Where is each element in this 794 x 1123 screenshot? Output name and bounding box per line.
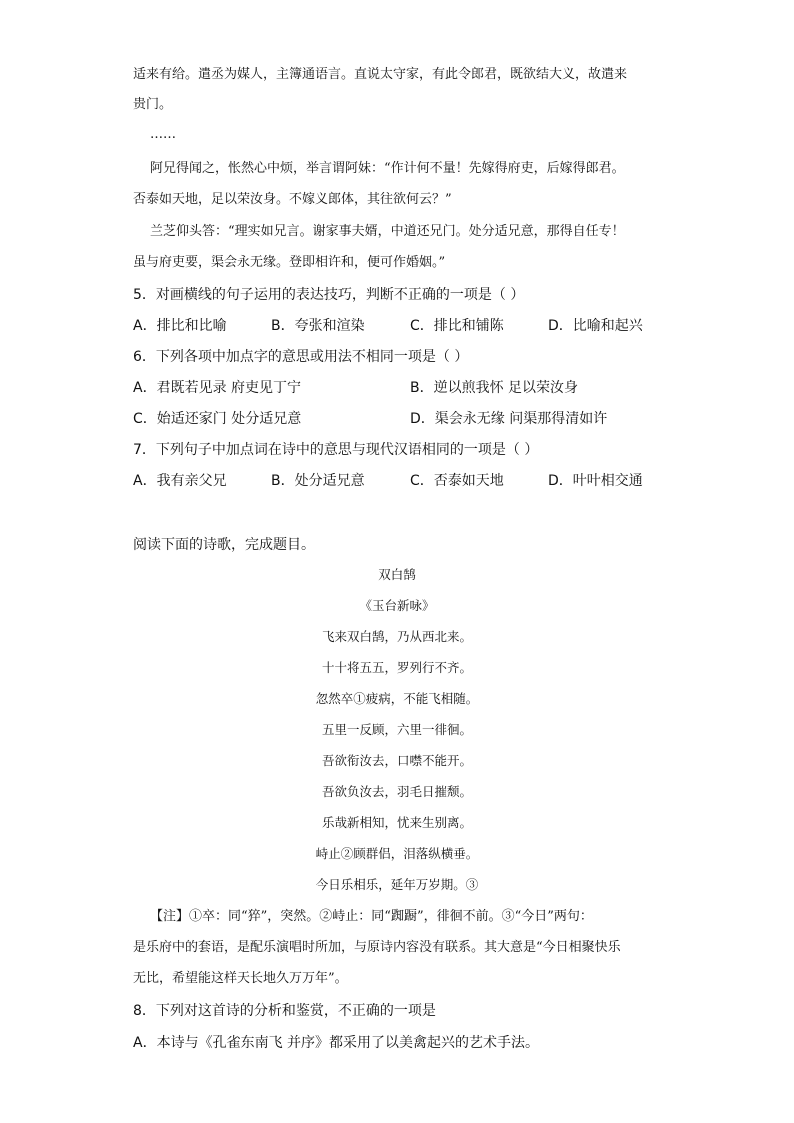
passage-line-2: 贵门。 xyxy=(133,97,173,112)
question-7-option-a: A．我有亲父兄 xyxy=(133,473,227,489)
poem-line: 乐哉新相知，忧来生别离。 xyxy=(321,815,472,830)
question-7-option-c: C．否泰如天地 xyxy=(410,473,504,489)
question-6-stem: 6．下列各项中加点字的意思或用法不相同一项是（ ） xyxy=(133,349,469,365)
question-6-option-d: D．渠会永无缘 问渠那得清如许 xyxy=(410,411,608,427)
poem-title: 双白鹄 xyxy=(378,567,416,582)
passage-line-4: 否泰如天地，足以荣汝身。不嫁义郎体，其往欲何云？” xyxy=(133,192,452,207)
passage-line-1: 适来有给。遣丞为媒人，主簿通语言。直说太守家，有此令郎君，既欲结大义，故遣来 xyxy=(133,67,628,82)
poem-source: 《玉台新咏》 xyxy=(359,598,435,613)
poem-line: 吾欲衔汝去，口噤不能开。 xyxy=(321,753,472,768)
question-6-option-a: A．君既若见录 府吏见丁宁 xyxy=(133,380,302,396)
passage-line-6: 虽与府吏要，渠会永无缘。登即相许和，便可作婚姻。” xyxy=(133,255,446,270)
question-5-option-a: A．排比和比喻 xyxy=(133,318,227,334)
question-5-option-d: D．比喻和起兴 xyxy=(548,318,643,334)
note-line-2: 是乐府中的套语，是配乐演唱时所加，与原诗内容没有联系。其大意是“今日相聚快乐 xyxy=(133,940,621,955)
question-8-stem: 8．下列对这首诗的分析和鉴赏，不正确的一项是 xyxy=(133,1003,436,1019)
question-5-stem: 5．对画横线的句子运用的表达技巧，判断不正确的一项是（ ） xyxy=(133,287,525,303)
poem-line: 今日乐相乐，延年万岁期。③ xyxy=(315,877,479,892)
passage-ellipsis: …… xyxy=(150,127,176,142)
poem-line: 吾欲负汝去，羽毛日摧颓。 xyxy=(321,784,472,799)
poem-line: 五里一反顾，六里一徘徊。 xyxy=(321,722,472,737)
question-7-option-b: B．处分适兄意 xyxy=(271,473,365,489)
passage-line-3: 阿兄得闻之，怅然心中烦，举言谓阿妹：“作计何不量！先嫁得府吏，后嫁得郎君。 xyxy=(150,161,625,176)
poem-line: 十十将五五，罗列行不齐。 xyxy=(321,660,472,675)
passage-line-5: 兰芝仰头答：“理实如兄言。谢家事夫婿，中道还兄门。处分适兄意，那得自任专！ xyxy=(150,224,625,239)
question-8-option-a: A．本诗与《孔雀东南飞 并序》都采用了以美禽起兴的艺术手法。 xyxy=(133,1035,540,1051)
poem-line: 飞来双白鹄，乃从西北来。 xyxy=(321,629,472,644)
question-6-option-c: C．始适还家门 处分适兄意 xyxy=(133,411,302,427)
poem-line: 峙止②顾群侣，泪落纵横垂。 xyxy=(315,846,479,861)
question-5-option-c: C．排比和铺陈 xyxy=(410,318,504,334)
question-7-stem: 7．下列句子中加点词在诗中的意思与现代汉语相同的一项是（ ） xyxy=(133,442,539,458)
question-5-option-b: B．夸张和渲染 xyxy=(271,318,365,334)
question-7-option-d: D．叶叶相交通 xyxy=(548,473,643,489)
note-line-1: 【注】①卒：同“猝”，突然。②峙止：同“踟蹰”，徘徊不前。③“今日”两句： xyxy=(150,909,593,924)
poem-line: 忽然卒①疲病，不能飞相随。 xyxy=(315,691,479,706)
question-6-option-b: B．逆以煎我怀 足以荣汝身 xyxy=(410,380,579,396)
reading-instruction: 阅读下面的诗歌，完成题目。 xyxy=(133,537,315,553)
note-line-3: 无比，希望能这样天长地久万万年”。 xyxy=(133,971,348,986)
